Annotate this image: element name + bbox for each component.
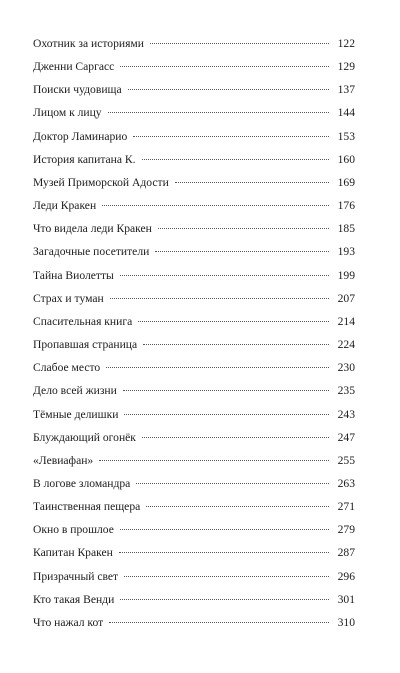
- toc-entry-page-number: 160: [337, 152, 355, 166]
- toc-entry-title: Охотник за историями: [33, 37, 144, 50]
- dot-leader: [119, 552, 329, 553]
- toc-entry-title: Музей Приморской Адости: [33, 175, 169, 189]
- toc-entry-page-number: 207: [337, 291, 355, 305]
- dot-leader: [150, 43, 329, 44]
- toc-entry-title: Окно в прошлое: [33, 523, 114, 537]
- dot-leader: [138, 321, 329, 322]
- toc-entry-page-number: 214: [337, 314, 355, 328]
- dot-leader: [120, 529, 329, 530]
- toc-entry-title: Дженни Саргасс: [33, 60, 115, 74]
- dot-leader: [133, 136, 329, 137]
- toc-entry-page-number: 279: [337, 523, 355, 537]
- toc-entry-title: «Левиафан»: [33, 453, 94, 467]
- toc-entry-page-number: 199: [337, 268, 355, 282]
- toc-entry-page-number: 296: [337, 569, 355, 583]
- table-of-contents: [33, 37, 355, 639]
- toc-entry: [33, 384, 355, 407]
- dot-leader: [123, 390, 329, 391]
- dot-leader: [143, 344, 329, 345]
- dot-leader: [99, 460, 329, 461]
- toc-entry-title: Призрачный свет: [33, 569, 119, 583]
- toc-entry: [33, 338, 355, 361]
- toc-entry-title: История капитана К.: [33, 152, 136, 166]
- dot-leader: [120, 599, 329, 600]
- toc-entry-title: Тёмные делишки: [33, 407, 119, 421]
- toc-entry: [33, 546, 355, 569]
- dot-leader: [136, 483, 329, 484]
- toc-entry-page-number: 193: [337, 245, 355, 259]
- toc-entry: [33, 153, 355, 176]
- dot-leader: [109, 622, 329, 623]
- toc-entry-title: Спасительная книга: [33, 314, 133, 328]
- toc-entry: [33, 523, 355, 546]
- toc-entry-page-number: 137: [337, 83, 355, 97]
- toc-entry: [33, 616, 355, 639]
- toc-entry-page-number: 185: [337, 222, 355, 236]
- dot-leader: [128, 89, 329, 90]
- toc-entry: [33, 245, 355, 268]
- toc-entry-page-number: 255: [337, 453, 355, 467]
- dot-leader: [124, 414, 329, 415]
- toc-entry-title: Загадочные посетители: [33, 245, 150, 259]
- toc-entry-title: Слабое место: [33, 361, 101, 375]
- toc-entry-title: В логове зломандра: [33, 476, 131, 490]
- toc-entry-page-number: 176: [337, 199, 355, 213]
- toc-entry: [33, 60, 355, 83]
- dot-leader: [175, 182, 329, 183]
- toc-entry-page-number: 230: [337, 361, 355, 375]
- toc-entry: [33, 37, 355, 60]
- toc-entry: [33, 269, 355, 292]
- dot-leader: [142, 437, 329, 438]
- dot-leader: [158, 228, 329, 229]
- toc-entry: [33, 83, 355, 106]
- toc-entry-title: Лицом к лицу: [33, 106, 102, 120]
- toc-entry-title: Пропавшая страница: [33, 338, 138, 352]
- toc-entry: [33, 315, 355, 338]
- toc-entry-title: Капитан Кракен: [33, 546, 113, 560]
- toc-entry-page-number: 301: [337, 592, 355, 606]
- dot-leader: [142, 159, 329, 160]
- toc-entry-page-number: 169: [337, 175, 355, 189]
- toc-entry-page-number: 235: [337, 384, 355, 398]
- toc-entry-title: Поиски чудовища: [33, 83, 122, 97]
- toc-entry-title: Блуждающий огонёк: [33, 430, 136, 444]
- toc-entry: [33, 130, 355, 153]
- dot-leader: [102, 205, 329, 206]
- toc-entry: [33, 199, 355, 222]
- toc-entry-title: Что видела леди Кракен: [33, 222, 152, 236]
- toc-entry: [33, 292, 355, 315]
- dot-leader: [124, 576, 329, 577]
- dot-leader: [106, 367, 329, 368]
- toc-entry: [33, 570, 355, 593]
- toc-entry: [33, 361, 355, 384]
- toc-entry-page-number: 247: [337, 430, 355, 444]
- toc-entry-title: Что нажал кот: [33, 615, 104, 629]
- toc-entry-page-number: 153: [337, 129, 355, 143]
- toc-entry-title: Таинственная пещера: [33, 500, 141, 514]
- toc-entry-title: Тайна Виолетты: [33, 268, 114, 282]
- dot-leader: [120, 275, 329, 276]
- toc-entry-title: Кто такая Венди: [33, 592, 115, 606]
- toc-entry: [33, 500, 355, 523]
- toc-entry: [33, 176, 355, 199]
- toc-entry-page-number: 271: [337, 500, 355, 514]
- toc-entry-page-number: 263: [337, 476, 355, 490]
- toc-entry-page-number: 287: [337, 546, 355, 560]
- dot-leader: [110, 298, 329, 299]
- dot-leader: [155, 251, 329, 252]
- toc-entry-title: Дело всей жизни: [33, 384, 117, 398]
- toc-entry: [33, 477, 355, 500]
- toc-entry-title: Доктор Ламинарио: [33, 129, 128, 143]
- toc-entry-page-number: 129: [337, 60, 355, 74]
- toc-entry: [33, 593, 355, 616]
- toc-entry: [33, 408, 355, 431]
- toc-entry: [33, 454, 355, 477]
- toc-entry: [33, 431, 355, 454]
- toc-entry-page-number: 224: [337, 338, 355, 352]
- dot-leader: [120, 66, 329, 67]
- toc-entry-page-number: 144: [337, 106, 355, 120]
- toc-entry: [33, 222, 355, 245]
- toc-entry-page-number: 122: [337, 37, 355, 50]
- toc-entry-title: Страх и туман: [33, 291, 104, 305]
- toc-entry-page-number: 310: [337, 615, 355, 629]
- dot-leader: [146, 506, 329, 507]
- toc-entry-title: Леди Кракен: [33, 199, 97, 213]
- dot-leader: [108, 112, 329, 113]
- toc-entry: [33, 106, 355, 129]
- toc-entry-page-number: 243: [337, 407, 355, 421]
